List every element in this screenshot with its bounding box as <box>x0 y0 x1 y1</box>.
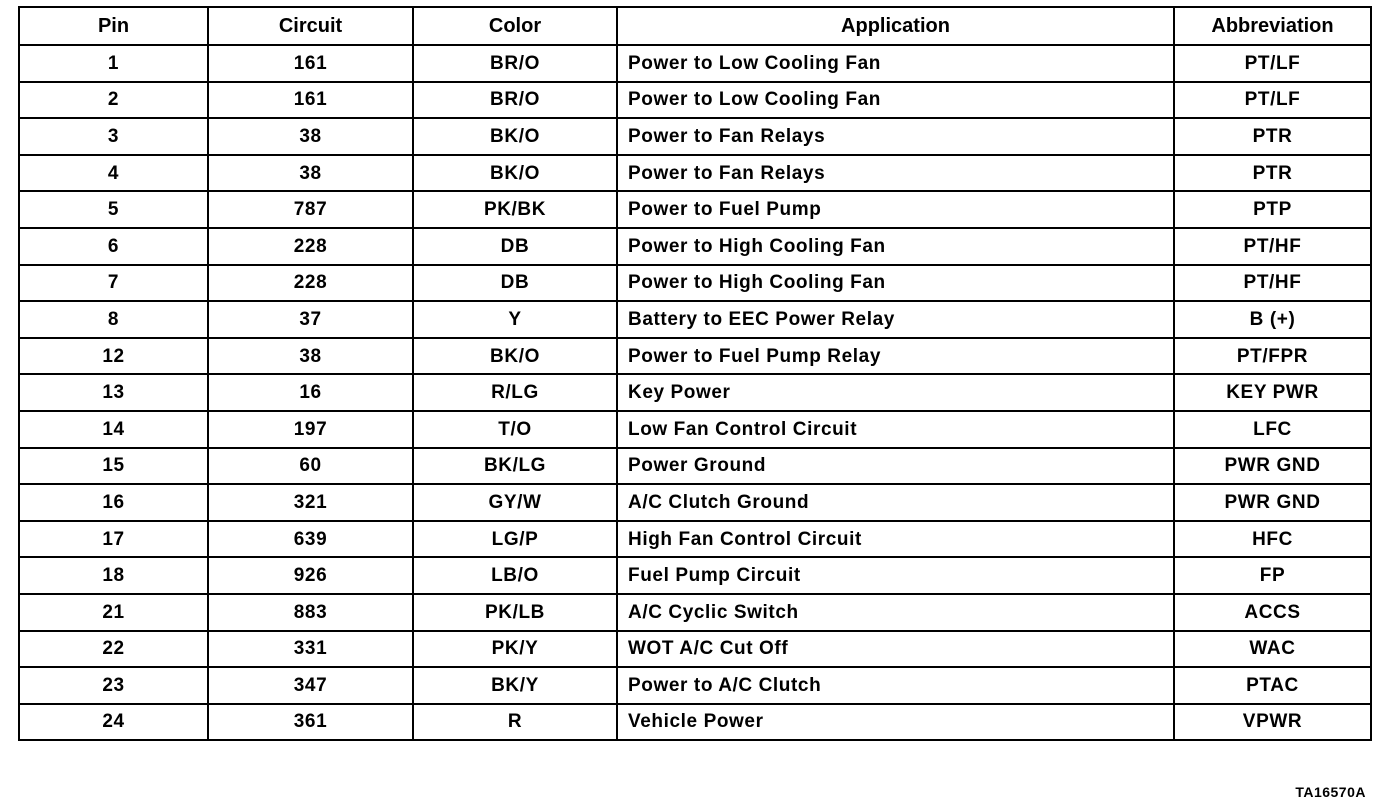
cell-abbreviation: LFC <box>1174 411 1371 448</box>
cell-abbreviation: PT/FPR <box>1174 338 1371 375</box>
cell-color: GY/W <box>413 484 617 521</box>
cell-pin: 5 <box>19 191 208 228</box>
cell-pin: 7 <box>19 265 208 302</box>
cell-pin: 8 <box>19 301 208 338</box>
cell-abbreviation: ACCS <box>1174 594 1371 631</box>
cell-color: BR/O <box>413 82 617 119</box>
table-row <box>19 265 1371 302</box>
cell-color: BK/O <box>413 118 617 155</box>
cell-application: Power to Fuel Pump <box>617 191 1174 228</box>
header-abbreviation: Abbreviation <box>1174 7 1371 45</box>
header-color: Color <box>413 7 617 45</box>
cell-application: Power to Low Cooling Fan <box>617 82 1174 119</box>
cell-application: Power to High Cooling Fan <box>617 228 1174 265</box>
cell-circuit: 60 <box>208 448 413 485</box>
table-row <box>19 82 1371 119</box>
cell-application: High Fan Control Circuit <box>617 521 1174 558</box>
cell-color: DB <box>413 228 617 265</box>
figure-code: TA16570A <box>1295 784 1366 800</box>
table-row <box>19 631 1371 668</box>
cell-color: R/LG <box>413 374 617 411</box>
cell-abbreviation: HFC <box>1174 521 1371 558</box>
cell-pin: 14 <box>19 411 208 448</box>
header-application: Application <box>617 7 1174 45</box>
cell-pin: 4 <box>19 155 208 192</box>
cell-color: BK/O <box>413 338 617 375</box>
cell-color: BK/Y <box>413 667 617 704</box>
cell-pin: 15 <box>19 448 208 485</box>
table-row <box>19 228 1371 265</box>
cell-pin: 3 <box>19 118 208 155</box>
cell-abbreviation: VPWR <box>1174 704 1371 741</box>
cell-abbreviation: PT/LF <box>1174 45 1371 82</box>
cell-circuit: 228 <box>208 228 413 265</box>
cell-circuit: 38 <box>208 338 413 375</box>
table-row <box>19 301 1371 338</box>
cell-circuit: 787 <box>208 191 413 228</box>
cell-color: BK/LG <box>413 448 617 485</box>
cell-abbreviation: B (+) <box>1174 301 1371 338</box>
cell-color: BK/O <box>413 155 617 192</box>
cell-application: Power to Fuel Pump Relay <box>617 338 1174 375</box>
cell-abbreviation: PT/HF <box>1174 228 1371 265</box>
cell-abbreviation: PTAC <box>1174 667 1371 704</box>
cell-application: Power to High Cooling Fan <box>617 265 1174 302</box>
pin-table-container <box>18 6 1370 741</box>
table-row <box>19 118 1371 155</box>
cell-pin: 13 <box>19 374 208 411</box>
cell-circuit: 228 <box>208 265 413 302</box>
cell-color: DB <box>413 265 617 302</box>
cell-application: Key Power <box>617 374 1174 411</box>
header-pin: Pin <box>19 7 208 45</box>
table-body <box>19 45 1371 740</box>
header-circuit: Circuit <box>208 7 413 45</box>
cell-pin: 17 <box>19 521 208 558</box>
cell-color: Y <box>413 301 617 338</box>
cell-abbreviation: PWR GND <box>1174 484 1371 521</box>
cell-application: Vehicle Power <box>617 704 1174 741</box>
cell-application: Power to Low Cooling Fan <box>617 45 1174 82</box>
header-row <box>19 7 1371 45</box>
cell-circuit: 361 <box>208 704 413 741</box>
cell-pin: 6 <box>19 228 208 265</box>
cell-circuit: 161 <box>208 45 413 82</box>
cell-circuit: 37 <box>208 301 413 338</box>
table-row <box>19 704 1371 741</box>
cell-pin: 2 <box>19 82 208 119</box>
cell-application: Power to Fan Relays <box>617 155 1174 192</box>
cell-application: Low Fan Control Circuit <box>617 411 1174 448</box>
pin-table <box>18 6 1372 741</box>
cell-color: LG/P <box>413 521 617 558</box>
cell-pin: 1 <box>19 45 208 82</box>
cell-circuit: 161 <box>208 82 413 119</box>
cell-circuit: 321 <box>208 484 413 521</box>
cell-application: Fuel Pump Circuit <box>617 557 1174 594</box>
cell-pin: 22 <box>19 631 208 668</box>
table-row <box>19 448 1371 485</box>
cell-color: LB/O <box>413 557 617 594</box>
cell-abbreviation: PTR <box>1174 118 1371 155</box>
cell-abbreviation: PTP <box>1174 191 1371 228</box>
cell-application: A/C Clutch Ground <box>617 484 1174 521</box>
table-header <box>19 7 1371 45</box>
cell-application: Battery to EEC Power Relay <box>617 301 1174 338</box>
table-row <box>19 191 1371 228</box>
cell-circuit: 16 <box>208 374 413 411</box>
cell-circuit: 38 <box>208 155 413 192</box>
cell-abbreviation: KEY PWR <box>1174 374 1371 411</box>
cell-application: A/C Cyclic Switch <box>617 594 1174 631</box>
cell-application: Power Ground <box>617 448 1174 485</box>
cell-application: Power to Fan Relays <box>617 118 1174 155</box>
cell-abbreviation: PTR <box>1174 155 1371 192</box>
cell-application: WOT A/C Cut Off <box>617 631 1174 668</box>
cell-abbreviation: FP <box>1174 557 1371 594</box>
cell-circuit: 197 <box>208 411 413 448</box>
cell-circuit: 926 <box>208 557 413 594</box>
table-row <box>19 484 1371 521</box>
cell-circuit: 639 <box>208 521 413 558</box>
cell-pin: 12 <box>19 338 208 375</box>
table-row <box>19 155 1371 192</box>
table-row <box>19 338 1371 375</box>
cell-abbreviation: PT/LF <box>1174 82 1371 119</box>
cell-circuit: 331 <box>208 631 413 668</box>
cell-pin: 18 <box>19 557 208 594</box>
cell-pin: 21 <box>19 594 208 631</box>
cell-color: PK/BK <box>413 191 617 228</box>
cell-color: T/O <box>413 411 617 448</box>
cell-pin: 23 <box>19 667 208 704</box>
table-row <box>19 667 1371 704</box>
cell-color: PK/LB <box>413 594 617 631</box>
cell-abbreviation: PT/HF <box>1174 265 1371 302</box>
cell-abbreviation: PWR GND <box>1174 448 1371 485</box>
table-row <box>19 557 1371 594</box>
table-row <box>19 594 1371 631</box>
table-row <box>19 521 1371 558</box>
cell-circuit: 347 <box>208 667 413 704</box>
table-row <box>19 374 1371 411</box>
cell-application: Power to A/C Clutch <box>617 667 1174 704</box>
cell-circuit: 38 <box>208 118 413 155</box>
cell-color: PK/Y <box>413 631 617 668</box>
cell-color: R <box>413 704 617 741</box>
cell-color: BR/O <box>413 45 617 82</box>
table-row <box>19 45 1371 82</box>
cell-circuit: 883 <box>208 594 413 631</box>
table-row <box>19 411 1371 448</box>
cell-pin: 16 <box>19 484 208 521</box>
cell-abbreviation: WAC <box>1174 631 1371 668</box>
cell-pin: 24 <box>19 704 208 741</box>
